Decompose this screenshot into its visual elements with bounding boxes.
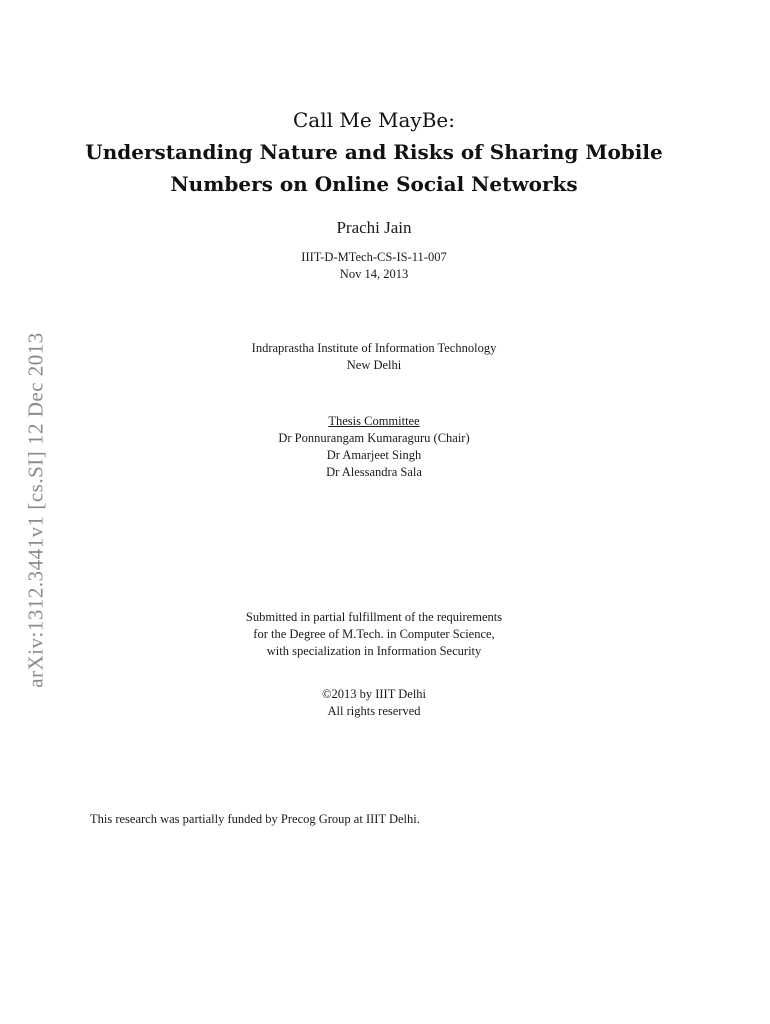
title-line-1: Call Me MayBe: (292, 108, 456, 132)
funding-acknowledgement: This research was partially funded by Precog Group at IIIT Delhi. (90, 812, 420, 826)
committee-member: Dr Ponnurangam Kumaraguru (Chair) (278, 431, 470, 445)
copyright-line: ©2013 by IIIT Delhi (321, 687, 427, 701)
committee-member: Dr Amarjeet Singh (326, 448, 422, 462)
title-line-2: Understanding Nature and Risks of Sharing Mobile (85, 140, 663, 164)
submission-statement (60, 609, 688, 660)
submission-line-2: for the Degree of M.Tech. in Computer Science, (253, 627, 495, 641)
report-id: IIIT-D-MTech-CS-IS-11-007 (301, 250, 447, 264)
author-name: Prachi Jain (336, 218, 412, 237)
rights-line: All rights reserved (327, 704, 421, 718)
institute-name: Indraprastha Institute of Information Technology (251, 341, 497, 355)
report-info (60, 249, 688, 283)
committee-heading: Thesis Committee (328, 414, 420, 428)
report-date: Nov 14, 2013 (339, 267, 409, 281)
arxiv-identifier-stamp[interactable]: arXiv:1312.3441v1 [cs.SI] 12 Dec 2013 (23, 332, 48, 688)
committee-block (60, 413, 688, 481)
submission-line-1: Submitted in partial fulfillment of the requirements (245, 610, 503, 624)
title-block (60, 104, 688, 200)
committee-member: Dr Alessandra Sala (326, 465, 422, 479)
submission-line-3: with specialization in Information Security (266, 644, 482, 658)
institute-city: New Delhi (346, 358, 402, 372)
title-line-3: Numbers on Online Social Networks (170, 172, 578, 196)
copyright-notice (60, 686, 688, 720)
institute-block (60, 340, 688, 374)
